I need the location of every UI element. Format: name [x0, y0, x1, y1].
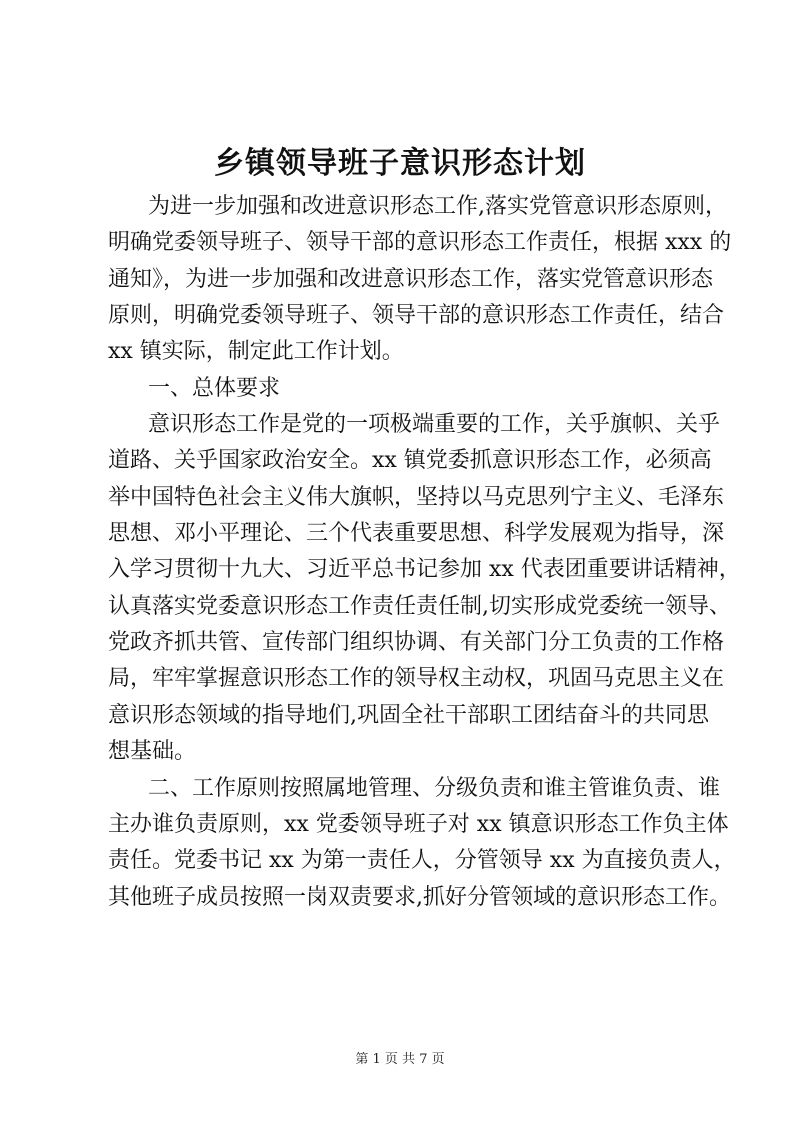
- document-title: 乡镇领导班子意识形态计划: [214, 146, 586, 181]
- text-line: 意识形态领域的指导地们,巩固全社干部职工团结奋斗的共同思: [108, 702, 709, 728]
- text-line: 一、总体要求: [148, 375, 281, 401]
- document-body: [108, 189, 741, 916]
- text-line: 局，牢牢掌握意识形态工作的领导权主动权，巩固马克思主义在: [108, 666, 725, 692]
- text-line: 明确党委领导班子、领导干部的意识形态工作责任，根据 xxx 的: [108, 230, 732, 256]
- text-line: 入学习贯彻十九大、习近平总书记参加 xx 代表团重要讲话精神，: [108, 557, 741, 583]
- text-line: 原则，明确党委领导班子、领导干部的意识形态工作责任，结合: [108, 303, 725, 329]
- text-line: 党政齐抓共管、宣传部门组织协调、有关部门分工负责的工作格: [108, 630, 725, 656]
- text-line: 思想、邓小平理论、三个代表重要思想、科学发展观为指导，深: [108, 521, 725, 547]
- text-line: 意识形态工作是党的一项极端重要的工作，关乎旗帜、关乎: [148, 412, 721, 438]
- text-line: 主办谁负责原则，xx 党委领导班子对 xx 镇意识形态工作负主体: [108, 811, 729, 837]
- text-line: 举中国特色社会主义伟大旗帜，坚持以马克思列宁主义、毛泽东: [108, 484, 725, 510]
- text-line: xx 镇实际，制定此工作计划。: [108, 339, 404, 365]
- text-line: 责任。党委书记 xx 为第一责任人，分管领导 xx 为直接负责人，: [108, 848, 736, 874]
- text-line: 道路、关乎国家政治安全。xx 镇党委抓意识形态工作，必须高: [108, 448, 712, 474]
- text-line: 想基础。: [108, 739, 197, 765]
- text-line: 为进一步加强和改进意识形态工作,落实党管意识形态原则，: [148, 194, 727, 219]
- text-line: 认真落实党委意识形态工作责任责任制,切实形成党委统一领导、: [108, 593, 731, 619]
- text-line: 通知》，为进一步加强和改进意识形态工作，落实党管意识形态: [108, 266, 714, 292]
- page-footer: 第 1 页 共 7 页: [355, 1052, 445, 1067]
- text-line: 二、工作原则按照属地管理、分级负责和谁主管谁负责、谁: [148, 775, 721, 801]
- text-line: 其他班子成员按照一岗双责要求,抓好分管领域的意识形态工作。: [108, 884, 731, 910]
